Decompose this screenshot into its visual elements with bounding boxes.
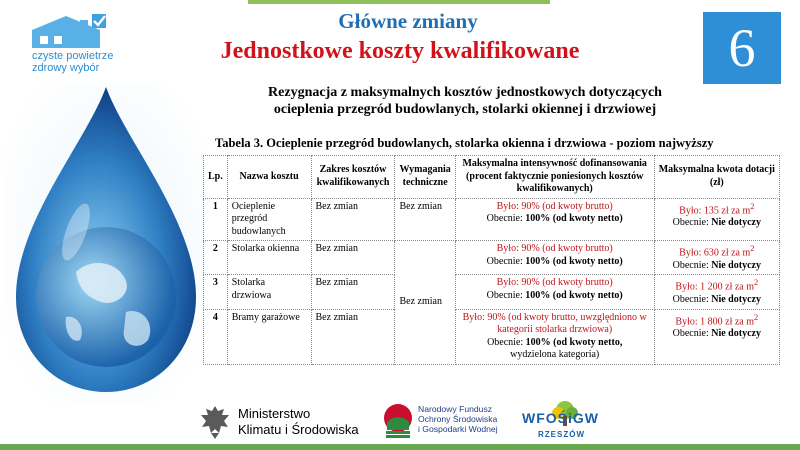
amount-now-label: Obecnie: <box>672 259 709 271</box>
row-amount <box>654 309 779 364</box>
amount-now-value: Nie dotyczy <box>711 259 761 271</box>
row-scope: Bez zmian <box>311 275 395 309</box>
row-intensity <box>455 275 654 309</box>
footer-logos <box>0 398 800 444</box>
page-subtitle: Jednostkowe koszty kwalifikowane <box>220 38 580 64</box>
row-scope: Bez zmian <box>311 198 395 241</box>
intensity-now-label: Obecnie: <box>487 336 524 348</box>
amount-now-value: Nie dotyczy <box>711 328 761 340</box>
intensity-now-value: 100% (od kwoty netto) <box>525 213 623 224</box>
amount-unit-sup: 2 <box>750 244 755 253</box>
amount-now-value: Nie dotyczy <box>711 294 761 306</box>
amount-was-text: Było: 630 zł za m <box>679 247 751 259</box>
nfos-line3: i Gospodarki Wodnej <box>418 424 498 434</box>
intensity-now <box>460 213 650 226</box>
amount-now <box>659 217 775 230</box>
intensity-now-value: 100% (od kwoty netto) <box>525 255 623 267</box>
row-intensity <box>455 309 654 364</box>
ministry-line1: Ministerstwo <box>238 406 311 421</box>
wfos-line1: WFOŚiGW <box>522 410 599 426</box>
amount-now-label: Obecnie: <box>672 217 709 229</box>
amount-was <box>659 277 775 294</box>
header-name: Nazwa kosztu <box>227 156 311 199</box>
amount-now <box>659 328 775 341</box>
row-name: Stolarka drzwiowa <box>227 275 311 309</box>
intensity-now <box>460 337 650 350</box>
table-row <box>204 275 780 309</box>
nfosigw-emblem-icon <box>382 400 414 440</box>
intensity-was: Było: 90% (od kwoty brutto, uwzględniono w kategorii stolarka drzwiowa) <box>462 311 647 336</box>
nfos-line1: Narodowy Fundusz <box>418 404 493 414</box>
amount-now <box>659 294 775 307</box>
row-scope: Bez zmian <box>311 241 395 275</box>
row-lp: 4 <box>204 309 228 364</box>
intensity-now <box>460 290 650 303</box>
header-intensity: Maksymalna intensywność dofinansowania (procent faktycznie poniesionych kosztów kwalifikowanych) <box>455 156 654 199</box>
row-lp: 3 <box>204 275 228 309</box>
intensity-now <box>460 256 650 269</box>
house-logo-icon <box>26 12 136 52</box>
intensity-now-label: Obecnie: <box>486 213 523 224</box>
amount-now-label: Obecnie: <box>672 328 709 340</box>
row-lp: 1 <box>204 198 228 241</box>
page-title: Główne zmiany <box>338 9 478 33</box>
row-intensity <box>455 198 654 241</box>
row-requirements: Bez zmian <box>395 198 455 241</box>
amount-was <box>659 201 775 218</box>
intro-line2: ocieplenia przegród budowlanych, stolarki okiennej i drzwiowej <box>273 102 657 117</box>
row-lp: 2 <box>204 241 228 275</box>
amount-unit-sup: 2 <box>754 278 759 288</box>
wfosigw-logo <box>520 400 610 442</box>
costs-table <box>203 155 780 365</box>
row-amount <box>654 198 779 241</box>
intensity-now-label: Obecnie: <box>486 255 523 267</box>
amount-was <box>659 312 775 329</box>
amount-unit-sup: 2 <box>754 312 759 322</box>
header-scope: Zakres kosztów kwalifikowanych <box>311 156 395 199</box>
intensity-was: Było: 90% (od kwoty brutto) <box>496 277 613 289</box>
header-lp: Lp. <box>204 156 228 199</box>
row-requirements-merged: Bez zmian <box>395 241 455 365</box>
table-row <box>204 309 780 364</box>
intensity-now-value: 100% (od kwoty netto) <box>525 289 623 301</box>
intro-line1: Rezygnacja z maksymalnych kosztów jednostkowych dotyczących <box>268 85 662 100</box>
intensity-was: Było: 90% (od kwoty brutto) <box>496 243 613 254</box>
amount-unit-sup: 2 <box>750 201 755 211</box>
nfos-line2: Ochrony Środowiska <box>418 414 498 424</box>
row-amount <box>654 241 779 275</box>
header-amount <box>654 156 779 199</box>
bottom-accent-bar <box>0 444 800 450</box>
ministry-logo <box>198 403 368 441</box>
top-accent-bar <box>248 0 550 4</box>
row-intensity <box>455 241 654 275</box>
intensity-was: Było: 90% (od kwoty brutto) <box>496 200 613 212</box>
nfosigw-logo <box>382 400 522 442</box>
intensity-now-value: 100% (od kwoty netto, <box>525 336 623 348</box>
amount-now-label: Obecnie: <box>672 294 709 306</box>
row-amount <box>654 275 779 309</box>
czyste-powietrze-logo <box>26 12 146 72</box>
ministry-line2: Klimatu i Środowiska <box>238 422 359 437</box>
logo-line1: czyste powietrze <box>32 50 114 62</box>
slide-number-badge: 6 <box>703 12 781 84</box>
intro-text <box>230 84 700 118</box>
amount-was-text: Było: 1 200 zł za m <box>675 281 755 293</box>
header-requirements: Wymagania techniczne <box>395 156 455 199</box>
row-name: Ocieplenie przegród budowlanych <box>227 198 311 241</box>
wfos-line2: RZESZÓW <box>538 430 585 439</box>
logo-line2: zdrowy wybór <box>32 62 100 74</box>
row-scope: Bez zmian <box>311 309 395 364</box>
intensity-now-label: Obecnie: <box>486 289 523 301</box>
table-row <box>204 198 780 241</box>
amount-now <box>659 260 775 273</box>
row-name: Stolarka okienna <box>227 241 311 275</box>
table-row <box>204 241 780 275</box>
amount-was-text: Było: 135 zł za m <box>679 204 751 216</box>
amount-was-text: Było: 1 800 zł za m <box>675 315 755 327</box>
table-caption: Tabela 3. Ocieplenie przegród budowlanych, stolarka okienna i drzwiowa - poziom najwyższy <box>215 136 714 150</box>
amount-was <box>659 243 775 260</box>
amount-now-value: Nie dotyczy <box>711 217 761 229</box>
water-drop-earth-image <box>6 82 206 402</box>
table-header-row <box>204 156 780 199</box>
intensity-now-extra: wydzielona kategoria) <box>510 349 600 361</box>
header-amount-line1: Maksymalna kwota dotacji <box>658 164 775 176</box>
row-name: Bramy garażowe <box>227 309 311 364</box>
eagle-emblem-icon <box>198 403 232 441</box>
header-amount-line2: (zł) <box>709 176 724 188</box>
